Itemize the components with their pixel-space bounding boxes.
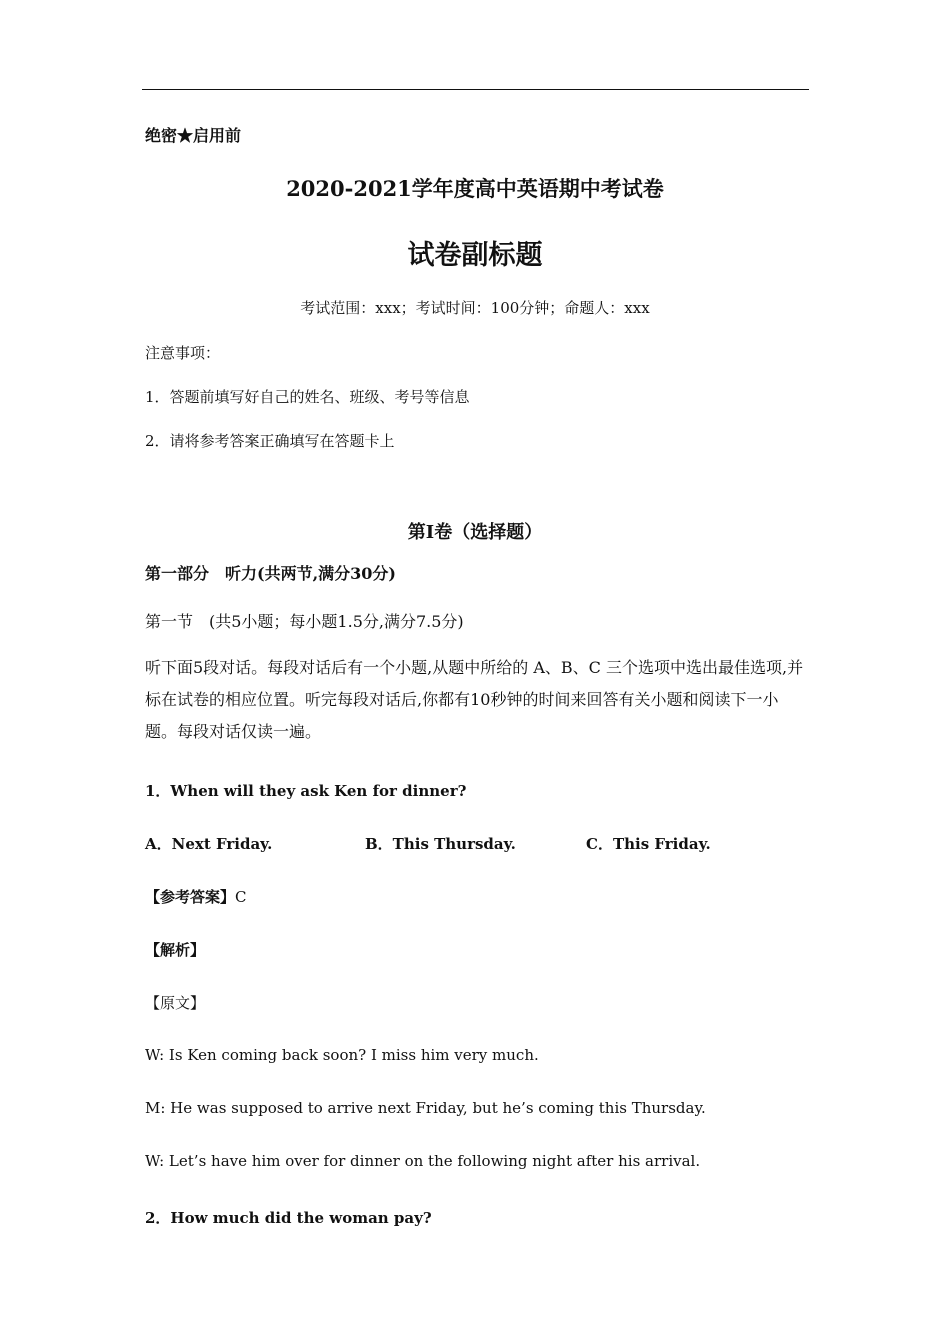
exam-subtitle: 试卷副标题 — [407, 240, 543, 271]
transcript-line: W: Let’s have him over for dinner on the following night after his arrival. — [145, 1152, 701, 1170]
notes-item: 1．答题前填写好自己的姓名、班级、考号等信息 — [145, 388, 470, 406]
answer-label: 【参考答案】 — [145, 888, 236, 906]
question-1-option-a: A．Next Friday. — [145, 835, 273, 853]
secret-label: 绝密★启用前 — [145, 126, 242, 145]
answer-value: C — [235, 888, 247, 906]
question-1-option-c: C．This Friday. — [586, 835, 711, 853]
instructions-paragraph: 听下面5段对话。每段对话后有一个小题,从题中所给的 A、B、C 三个选项中选出最佳选项,并标在试卷的相应位置。听完每段对话后,你都有10秒钟的时间来回答有关小题和阅读下一小题。每段对话仅读一遍。 — [145, 658, 804, 741]
part-title: 第一部分 听力(共两节,满分30分) — [145, 564, 396, 583]
exam-info: 考试范围：xxx；考试时间：100分钟；命题人：xxx — [300, 299, 650, 317]
answer-line — [145, 886, 247, 907]
transcript-line: W: Is Ken coming back soon? I miss him very much. — [145, 1046, 539, 1064]
transcript-line: M: He was supposed to arrive next Friday, but he’s coming this Thursday. — [145, 1099, 706, 1117]
exam-title: 2020-2021学年度高中英语期中考试卷 — [286, 176, 664, 201]
question-1-text: 1．When will they ask Ken for dinner? — [145, 782, 467, 800]
section-title: 第I卷（选择题） — [407, 522, 543, 543]
analysis-label: 【解析】 — [145, 941, 206, 959]
header-rule — [142, 89, 809, 90]
original-text-label: 【原文】 — [145, 994, 206, 1012]
question-1-option-b: B．This Thursday. — [365, 835, 516, 853]
notes-heading: 注意事项： — [145, 344, 221, 362]
subsection-title: 第一节 (共5小题；每小题1.5分,满分7.5分) — [145, 612, 464, 631]
notes-item: 2．请将参考答案正确填写在答题卡上 — [145, 432, 395, 450]
question-2-text: 2．How much did the woman pay? — [145, 1209, 432, 1227]
